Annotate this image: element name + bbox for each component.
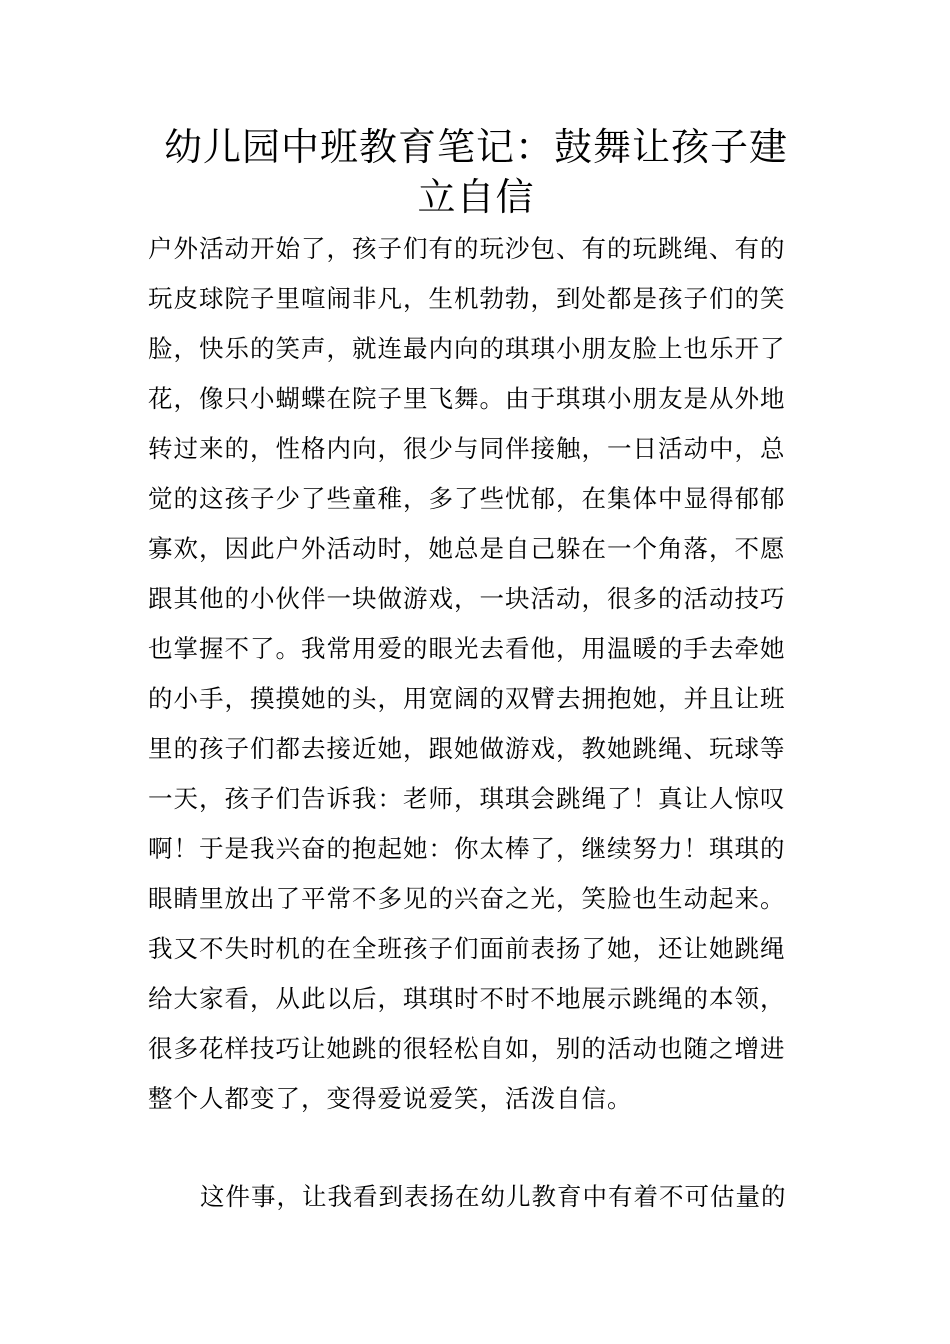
text-line: 户外活动开始了，孩子们有的玩沙包、有的玩跳绳、有的 (148, 234, 786, 263)
text-line: 也掌握不了。我常用爱的眼光去看他，用温暖的手去牵她 (148, 634, 786, 663)
text-line: 一天，孩子们告诉我：老师，琪琪会跳绳了！真让人惊叹 (148, 784, 786, 813)
text-line: 眼睛里放出了平常不多见的兴奋之光，笑脸也生动起来。 (148, 884, 786, 913)
paragraph-1 (148, 224, 808, 1124)
text-line: 里的孩子们都去接近她，跟她做游戏，教她跳绳、玩球等 (148, 734, 786, 763)
text-line: 脸，快乐的笑声，就连最内向的琪琪小朋友脸上也乐开了 (148, 334, 786, 363)
text-line: 我又不失时机的在全班孩子们面前表扬了她，还让她跳绳 (148, 934, 786, 963)
text-line: 转过来的，性格内向，很少与同伴接触，一日活动中，总 (148, 434, 786, 463)
text-line: 跟其他的小伙伴一块做游戏，一块活动，很多的活动技巧 (148, 584, 786, 613)
text-line: 很多花样技巧让她跳的很轻松自如，别的活动也随之增进 (148, 1034, 786, 1063)
text-line: 寡欢，因此户外活动时，她总是自己躲在一个角落，不愿 (148, 534, 786, 563)
text-line: 这件事，让我看到表扬在幼儿教育中有着不可估量的 (200, 1182, 787, 1211)
text-line: 啊！于是我兴奋的抱起她：你太棒了，继续努力！琪琪的 (148, 834, 786, 863)
text-line: 玩皮球院子里喧闹非凡，生机勃勃，到处都是孩子们的笑 (148, 284, 786, 313)
text-line: 整个人都变了，变得爱说爱笑，活泼自信。 (148, 1084, 633, 1113)
paragraph-2 (148, 1172, 808, 1222)
document-title: 幼儿园中班教育笔记：鼓舞让孩子建立自信 (163, 125, 788, 219)
text-line: 给大家看，从此以后，琪琪时不时不地展示跳绳的本领， (148, 984, 786, 1013)
text-line: 觉的这孩子少了些童稚，多了些忧郁，在集体中显得郁郁 (148, 484, 786, 513)
text-line: 的小手，摸摸她的头，用宽阔的双臂去拥抱她，并且让班 (148, 684, 786, 713)
text-line: 花，像只小蝴蝶在院子里飞舞。由于琪琪小朋友是从外地 (148, 384, 786, 413)
